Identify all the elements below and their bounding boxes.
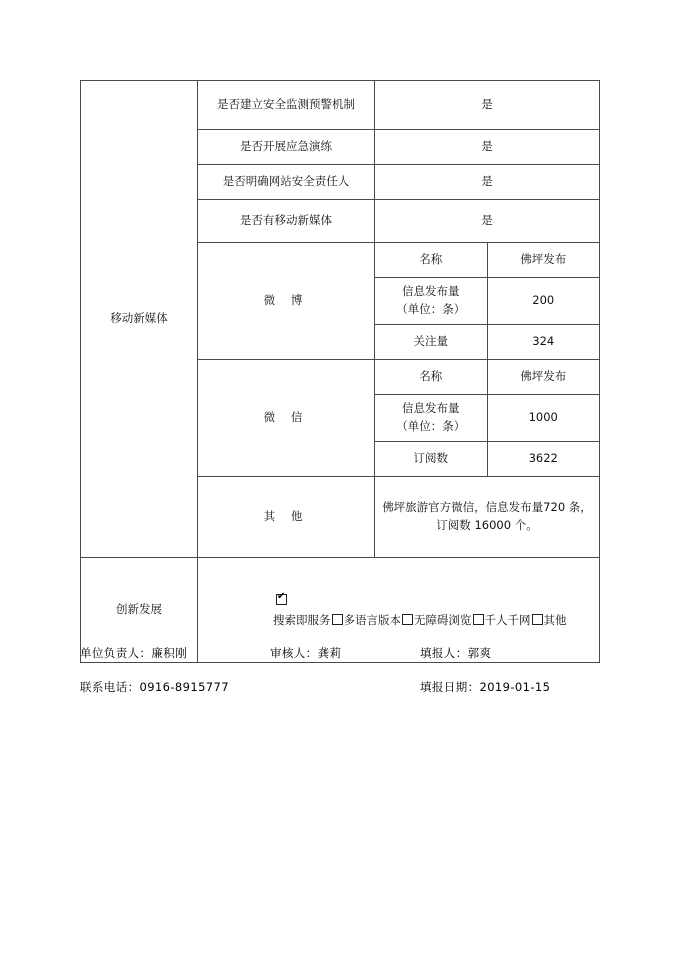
innovation-label: 创新发展 — [81, 558, 198, 663]
weibo-label: 微 博 — [198, 243, 375, 360]
footer-row-contact — [80, 679, 600, 695]
unit-head-value: 廉积刚 — [151, 646, 188, 660]
weibo-field-value-0: 佛坪发布 — [487, 243, 600, 278]
weibo-field-name-2: 关注量 — [375, 325, 488, 360]
phone-field — [80, 679, 270, 695]
report-table — [80, 80, 600, 663]
item-label-1: 是否开展应急演练 — [198, 130, 375, 165]
reviewer-value: 龚莉 — [317, 646, 342, 660]
filler-value: 郭爽 — [467, 646, 492, 660]
filler-field — [420, 645, 590, 661]
innovation-option-label-1: 多语言版本 — [343, 612, 401, 627]
reviewer-label: 审核人： — [270, 646, 318, 660]
weixin-field-value-1: 1000 — [487, 395, 600, 442]
weibo-field-name-1-line1: 信息发布量 — [402, 284, 460, 299]
weixin-field-name-2: 订阅数 — [375, 442, 488, 477]
innovation-checked-marker — [273, 591, 596, 609]
item-value-1: 是 — [375, 130, 600, 165]
unit-head-field — [80, 645, 270, 661]
innovation-option-label-2: 无障碍浏览 — [414, 612, 472, 627]
weibo-field-value-1: 200 — [487, 278, 600, 325]
weibo-field-value-2: 324 — [487, 325, 600, 360]
innovation-option-label-3: 千人千网 — [484, 612, 531, 627]
date-label: 填报日期： — [420, 680, 480, 694]
checkbox-icon-4[interactable] — [532, 614, 543, 625]
other-label: 其 他 — [198, 477, 375, 558]
phone-label: 联系电话： — [80, 680, 140, 694]
weixin-label: 微 信 — [198, 360, 375, 477]
weibo-field-name-1-line2: （单位：条） — [396, 302, 466, 316]
checkbox-icon-2[interactable] — [402, 614, 413, 625]
checkbox-icon-3[interactable] — [473, 614, 484, 625]
checkbox-icon-1[interactable] — [332, 614, 343, 625]
footer-block — [80, 645, 600, 713]
weibo-field-name-0: 名称 — [375, 243, 488, 278]
item-label-2: 是否明确网站安全责任人 — [198, 165, 375, 200]
other-text: 佛坪旅游官方微信，信息发布量720 条，订阅数 16000 个。 — [375, 477, 600, 558]
innovation-option-label-4: 其他 — [543, 612, 567, 627]
filler-label: 填报人： — [420, 646, 468, 660]
innovation-option-label-0: 搜索即服务 — [273, 612, 331, 627]
weixin-field-name-1-line1: 信息发布量 — [402, 401, 460, 416]
item-value-3: 是 — [375, 200, 600, 243]
innovation-options-line — [273, 611, 596, 629]
reviewer-field — [270, 645, 420, 661]
item-label-3: 是否有移动新媒体 — [198, 200, 375, 243]
footer-row-signatories — [80, 645, 600, 661]
weixin-field-name-0: 名称 — [375, 360, 488, 395]
date-field — [420, 679, 590, 695]
item-value-2: 是 — [375, 165, 600, 200]
weixin-field-value-2: 3622 — [487, 442, 600, 477]
date-value: 2019-01-15 — [479, 680, 551, 694]
weixin-field-value-0: 佛坪发布 — [487, 360, 600, 395]
unit-head-label: 单位负责人： — [80, 646, 152, 660]
phone-value: 0916-8915777 — [139, 680, 229, 694]
section-label-cell: 移动新媒体 — [81, 81, 198, 558]
item-value-0: 是 — [375, 81, 600, 130]
item-label-0: 是否建立安全监测预警机制 — [198, 81, 375, 130]
weibo-field-name-1 — [375, 278, 488, 325]
weixin-field-name-1 — [375, 395, 488, 442]
footer-spacer — [270, 679, 420, 695]
weixin-field-name-1-line2: （单位：条） — [396, 419, 466, 433]
table-row — [81, 81, 600, 130]
checkbox-icon-checked[interactable] — [276, 594, 287, 605]
